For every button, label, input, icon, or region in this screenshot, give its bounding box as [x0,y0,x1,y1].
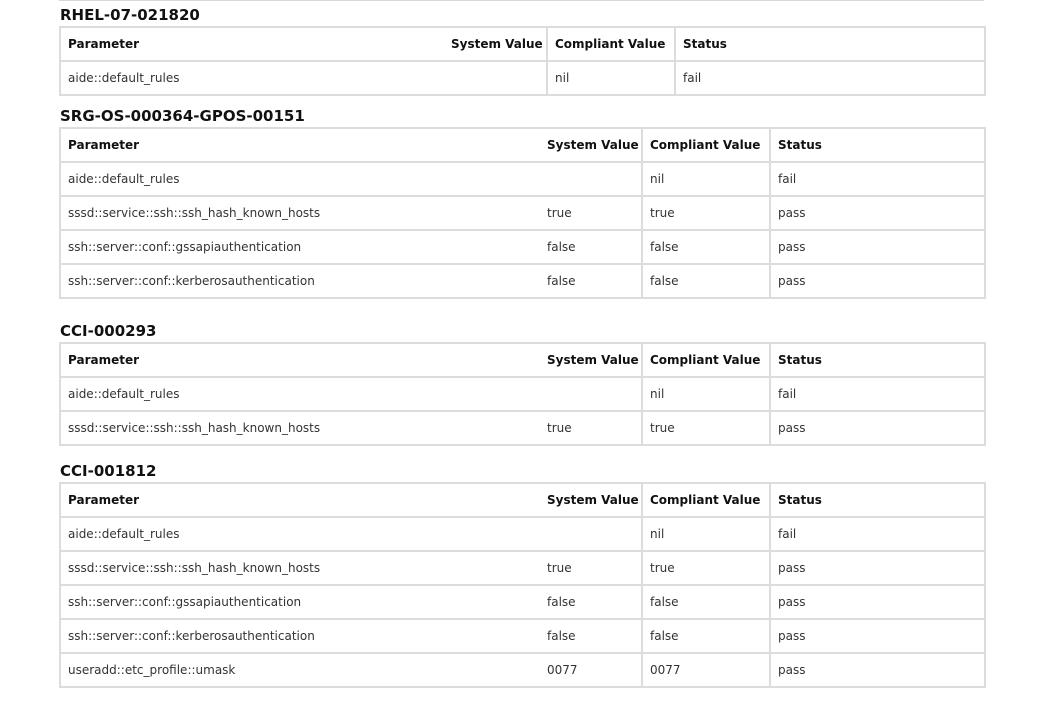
column-header-parameter: Parameter [60,343,540,377]
section-cci-000293 [59,322,984,446]
table-row [60,377,985,411]
cell-status: pass [770,619,985,653]
cell-parameter: sssd::service::ssh::ssh_hash_known_hosts [60,551,540,585]
cell-system-value: true [540,411,642,445]
cell-status: pass [770,551,985,585]
cell-system-value [540,377,642,411]
table-row [60,196,985,230]
column-header-status: Status [770,483,985,517]
compliance-table [59,342,986,446]
cell-parameter: aide::default_rules [60,517,540,551]
cell-compliant-value: nil [642,162,770,196]
cell-parameter: aide::default_rules [60,377,540,411]
cell-compliant-value: true [642,411,770,445]
cell-compliant-value: 0077 [642,653,770,687]
top-divider [59,0,984,1]
cell-compliant-value: nil [642,377,770,411]
compliance-table [59,127,986,299]
cell-compliant-value: false [642,619,770,653]
cell-parameter: aide::default_rules [60,61,444,95]
cell-status: fail [770,377,985,411]
cell-parameter: ssh::server::conf::kerberosauthentication [60,619,540,653]
cell-parameter: aide::default_rules [60,162,540,196]
table-row [60,264,985,298]
cell-parameter: ssh::server::conf::gssapiauthentication [60,585,540,619]
column-header-system-value: System Value [540,128,642,162]
cell-compliant-value: nil [642,517,770,551]
column-header-parameter: Parameter [60,483,540,517]
column-header-status: Status [770,343,985,377]
compliance-table [59,26,986,96]
table-row [60,619,985,653]
section-srg-os-000364-gpos-00151 [59,107,984,299]
compliance-table [59,482,986,688]
column-header-compliant-value: Compliant Value [547,27,675,61]
table-row [60,411,985,445]
table-header-row [60,343,985,377]
section-title: RHEL-07-021820 [60,6,200,24]
cell-compliant-value: true [642,196,770,230]
cell-status: pass [770,653,985,687]
cell-status: pass [770,230,985,264]
cell-system-value: 0077 [540,653,642,687]
table-row [60,653,985,687]
section-cci-001812 [59,462,984,688]
cell-system-value [444,61,547,95]
cell-status: fail [770,162,985,196]
cell-parameter: ssh::server::conf::gssapiauthentication [60,230,540,264]
cell-system-value: true [540,551,642,585]
table-row [60,517,985,551]
column-header-system-value: System Value [540,343,642,377]
cell-system-value [540,517,642,551]
cell-compliant-value: true [642,551,770,585]
column-header-compliant-value: Compliant Value [642,483,770,517]
section-title: CCI-000293 [60,322,157,340]
cell-parameter: sssd::service::ssh::ssh_hash_known_hosts [60,196,540,230]
table-header-row [60,27,985,61]
table-row [60,551,985,585]
cell-compliant-value: false [642,230,770,264]
column-header-parameter: Parameter [60,128,540,162]
table-row [60,162,985,196]
cell-parameter: sssd::service::ssh::ssh_hash_known_hosts [60,411,540,445]
cell-parameter: useradd::etc_profile::umask [60,653,540,687]
cell-system-value: false [540,230,642,264]
table-header-row [60,483,985,517]
cell-system-value: false [540,619,642,653]
column-header-status: Status [675,27,985,61]
table-row [60,585,985,619]
cell-status: pass [770,411,985,445]
table-row [60,61,985,95]
section-title: SRG-OS-000364-GPOS-00151 [60,107,305,125]
table-header-row [60,128,985,162]
cell-system-value [540,162,642,196]
cell-status: fail [770,517,985,551]
cell-system-value: true [540,196,642,230]
column-header-status: Status [770,128,985,162]
cell-compliant-value: false [642,585,770,619]
column-header-system-value: System Value [540,483,642,517]
cell-compliant-value: nil [547,61,675,95]
cell-parameter: ssh::server::conf::kerberosauthentication [60,264,540,298]
column-header-parameter: Parameter [60,27,444,61]
section-rhel-07-021820 [59,6,984,96]
cell-system-value: false [540,264,642,298]
column-header-compliant-value: Compliant Value [642,343,770,377]
cell-status: fail [675,61,985,95]
cell-compliant-value: false [642,264,770,298]
table-row [60,230,985,264]
cell-status: pass [770,264,985,298]
cell-system-value: false [540,585,642,619]
cell-status: pass [770,585,985,619]
column-header-compliant-value: Compliant Value [642,128,770,162]
column-header-system-value: System Value [444,27,547,61]
cell-status: pass [770,196,985,230]
section-title: CCI-001812 [60,462,157,480]
